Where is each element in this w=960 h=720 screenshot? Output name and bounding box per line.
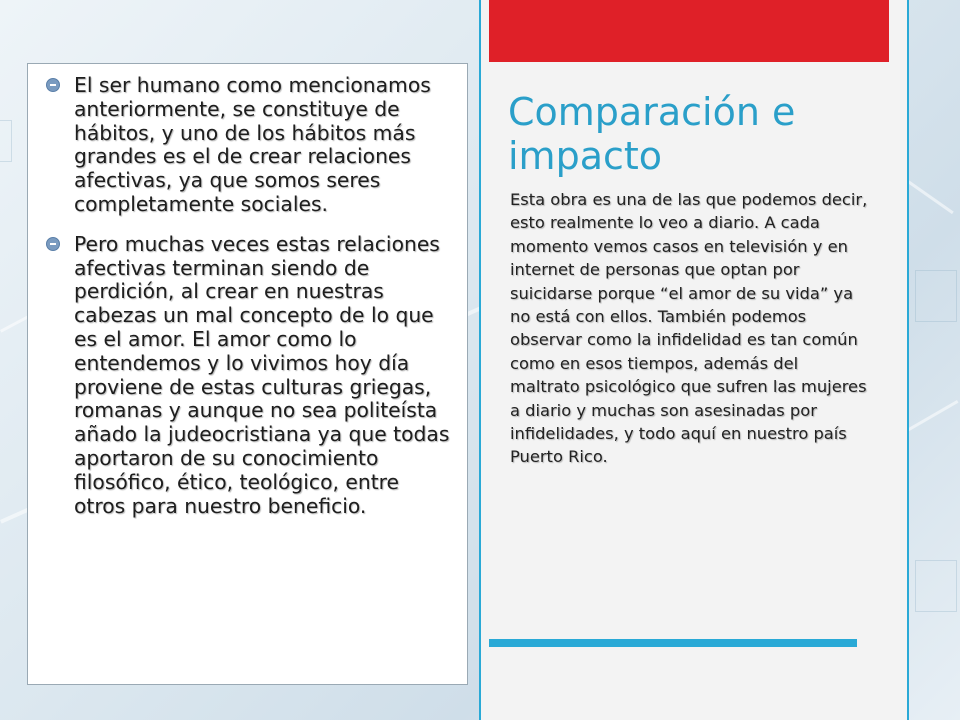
background-shape [915,270,957,322]
bullet-text: Pero muchas veces estas relaciones afectivas terminan siendo de perdición, al crear en nuestras cabezas un mal concepto de lo que es el amor. El amor como lo entendemos y lo vivimos hoy día proviene de estas culturas griegas, romanas y aunque no sea politeísta añado la judeocristiana ya que todas aportaron de su conocimiento filosófico, ético, teológico, entre otros para nuestro beneficio. [74,231,450,518]
accent-blue-bar [489,639,857,647]
background-shape [915,560,957,612]
bullet-text: El ser humano como mencionamos anteriormente, se constituye de hábitos, y uno de los hábitos más grandes es el de crear relaciones afectivas, ya que somos seres completamente sociales. [74,73,431,216]
left-content-panel [27,63,468,685]
right-content-panel [479,0,909,720]
background-line [905,400,958,433]
round-bullet-icon [46,237,60,251]
bullet-item [46,74,453,217]
background-shape [0,120,12,162]
accent-red-band [489,0,889,62]
round-bullet-icon [46,78,60,92]
body-paragraph: Esta obra es una de las que podemos decir, esto realmente lo veo a diario. A cada momento vemos casos en televisión y en internet de personas que optan por suicidarse porque “el amor de su vida” ya no está con ellos. También podemos observar como la infidelidad es tan común como en esos tiempos, además del maltrato psicológico que sufren las mujeres a diario y muchas son asesinadas por infidelidades, y todo aquí en nuestro país Puerto Rico. [510,190,868,467]
slide-title: Comparación e impacto [508,90,796,178]
bullet-item [46,233,453,519]
bullet-list [28,64,467,518]
